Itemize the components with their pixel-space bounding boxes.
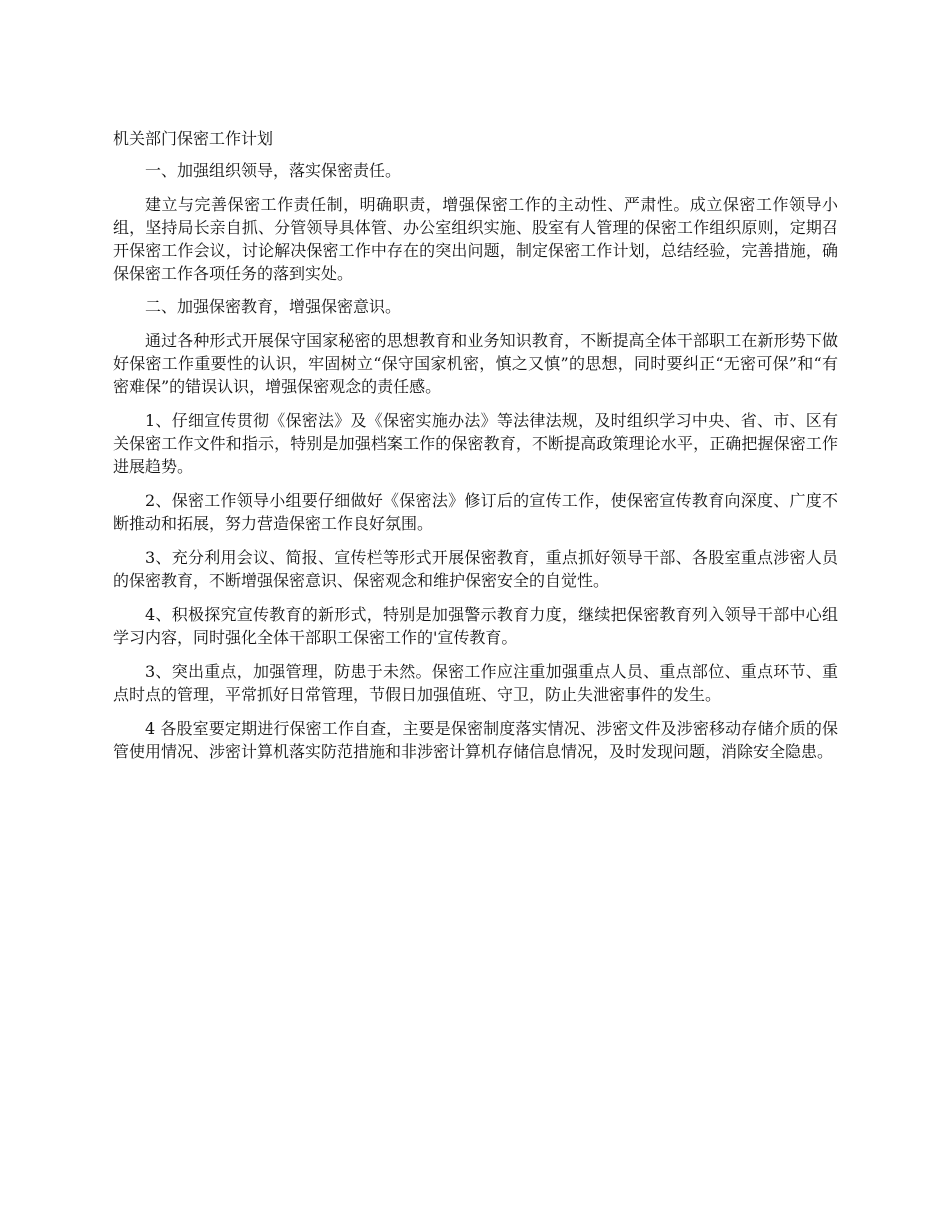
paragraph-item-2: 2、保密工作领导小组要仔细做好《保密法》修订后的宣传工作，使保密宣传教育向深度、广度不断推动和拓展，努力营造保密工作良好氛围。 bbox=[113, 491, 838, 533]
paragraph-responsibility: 建立与完善保密工作责任制，明确职责，增强保密工作的主动性、严肃性。成立保密工作领导小组，坚持局长亲自抓、分管领导具体管、办公室组织实施、股室有人管理的保密工作组织原则，定期召开保密工作会议，讨论解决保密工作中存在的突出问题，制定保密工作计划，总结经验，完善措施，确保保密工作各项任务的落到实处。 bbox=[113, 195, 838, 283]
paragraph-item-4: 4、积极探究宣传教育的新形式，特别是加强警示教育力度，继续把保密教育列入领导干部中心组学习内容，同时强化全体干部职工保密工作的'宣传教育。 bbox=[113, 605, 838, 647]
paragraph-item-1: 1、仔细宣传贯彻《保密法》及《保密实施办法》等法律法规，及时组织学习中央、省、市、区有关保密工作文件和指示，特别是加强档案工作的保密教育，不断提高政策理论水平，正确把握保密工作进展趋势。 bbox=[113, 411, 838, 476]
paragraph-self-check: 4 各股室要定期进行保密工作自查，主要是保密制度落实情况、涉密文件及涉密移动存储介质的保管使用情况、涉密计算机落实防范措施和非涉密计算机存储信息情况，及时发现问题，消除安全隐患。 bbox=[113, 719, 838, 761]
document-title: 机关部门保密工作计划 bbox=[113, 129, 274, 148]
paragraph-item-3: 3、充分利用会议、简报、宣传栏等形式开展保密教育，重点抓好领导干部、各股室重点涉密人员的保密教育，不断增强保密意识、保密观念和维护保密安全的自觉性。 bbox=[113, 548, 838, 590]
section-heading-1: 一、加强组织领导，落实保密责任。 bbox=[145, 161, 402, 180]
paragraph-focus: 3、突出重点，加强管理，防患于未然。保密工作应注重加强重点人员、重点部位、重点环节、重点时点的管理，平常抓好日常管理，节假日加强值班、守卫，防止失泄密事件的发生。 bbox=[113, 662, 838, 704]
paragraph-education: 通过各种形式开展保守国家秘密的思想教育和业务知识教育，不断提高全体干部职工在新形势下做好保密工作重要性的认识，牢固树立“保守国家机密，慎之又慎”的思想，同时要纠正“无密可保”和“有密难保”的错误认识，增强保密观念的责任感。 bbox=[113, 331, 838, 396]
document-body bbox=[113, 128, 838, 774]
section-heading-2: 二、加强保密教育，增强保密意识。 bbox=[145, 297, 402, 316]
